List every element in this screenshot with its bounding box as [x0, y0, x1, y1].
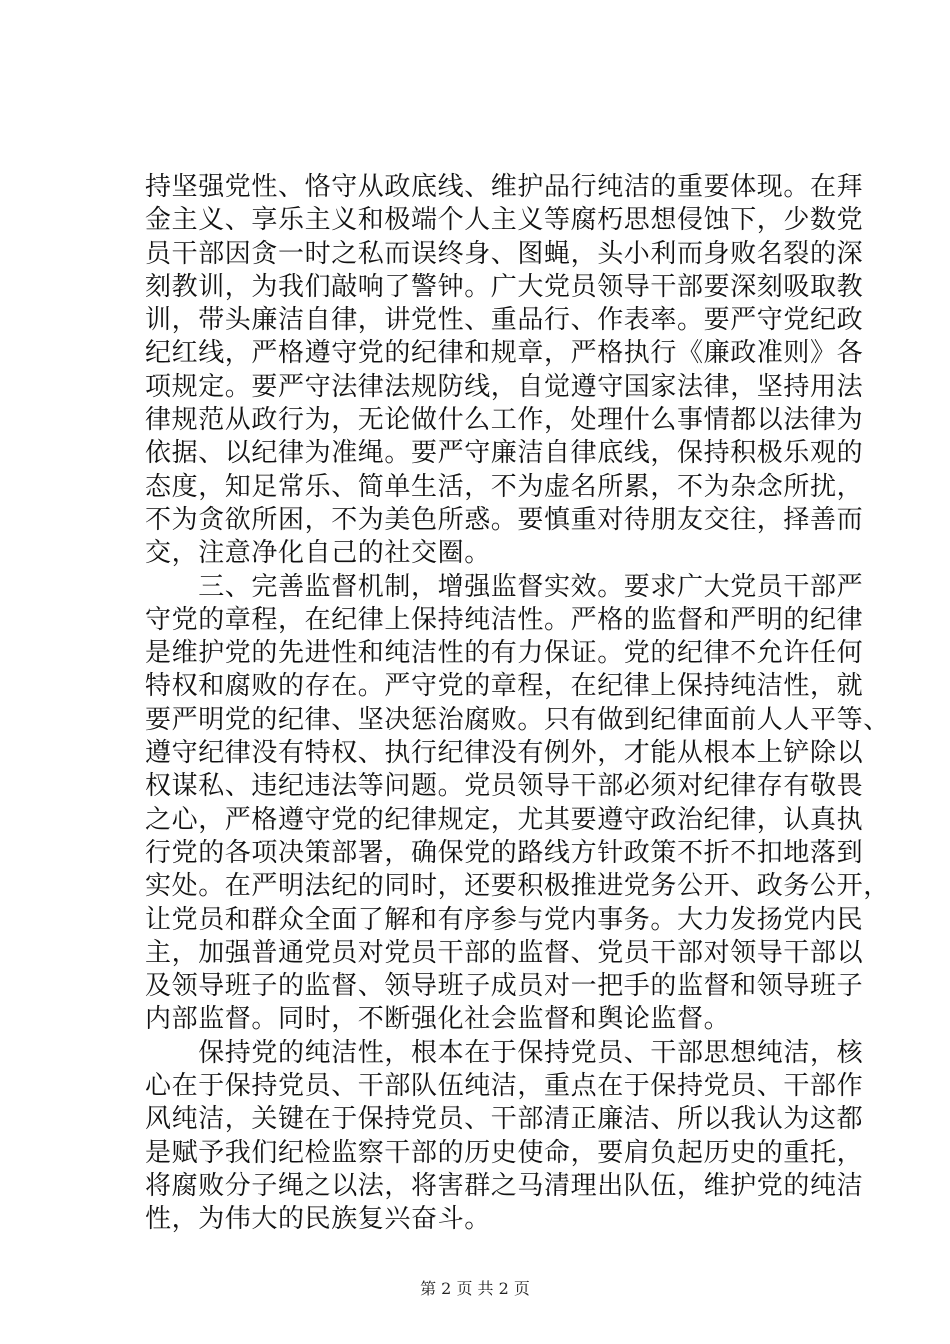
- text-line: 三、完善监督机制，增强监督实效。要求广大党员干部严: [145, 571, 864, 602]
- text-line: 行党的各项决策部署，确保党的路线方针政策不折不扣地落到: [145, 837, 864, 868]
- text-line: 遵守纪律没有特权、执行纪律没有例外，才能从根本上铲除以: [145, 738, 864, 769]
- text-line: 让党员和群众全面了解和有序参与党内事务。大力发扬党内民: [145, 904, 864, 935]
- text-line: 律规范从政行为，无论做什么工作，处理什么事情都以法律为: [145, 405, 864, 436]
- document-body: [145, 171, 890, 1237]
- text-line: 性，为伟大的民族复兴奋斗。: [145, 1204, 491, 1235]
- text-line: 训，带头廉洁自律，讲党性、重品行、作表率。要严守党纪政: [145, 305, 864, 336]
- text-line: 是维护党的先进性和纯洁性的有力保证。党的纪律不允许任何: [145, 638, 864, 669]
- text-line: 风纯洁，关键在于保持党员、干部清正廉洁、所以我认为这都: [145, 1104, 864, 1135]
- text-line: 特权和腐败的存在。严守党的章程，在纪律上保持纯洁性，就: [145, 671, 864, 702]
- text-line: 内部监督。同时，不断强化社会监督和舆论监督。: [145, 1004, 731, 1035]
- text-line: 交，注意净化自己的社交圈。: [145, 538, 491, 569]
- text-line: 保持党的纯洁性，根本在于保持党员、干部思想纯洁，核: [145, 1037, 864, 1068]
- page-number-footer: 第 2 页 共 2 页: [420, 1279, 530, 1298]
- text-line: 持坚强党性、恪守从政底线、维护品行纯洁的重要体现。在拜: [145, 172, 864, 202]
- text-line: 纪红线，严格遵守党的纪律和规章，严格执行《廉政准则》各: [145, 338, 864, 369]
- text-line: 要严明党的纪律、坚决惩治腐败。只有做到纪律面前人人平等、: [145, 704, 890, 735]
- text-line: 心在于保持党员、干部队伍纯洁，重点在于保持党员、干部作: [145, 1071, 864, 1102]
- text-line: 是赋予我们纪检监察干部的历史使命，要肩负起历史的重托，: [145, 1137, 864, 1168]
- text-line: 主，加强普通党员对党员干部的监督、党员干部对领导干部以: [145, 937, 864, 968]
- text-line: 及领导班子的监督、领导班子成员对一把手的监督和领导班子: [145, 971, 864, 1002]
- text-line: 之心，严格遵守党的纪律规定，尤其要遵守政治纪律，认真执: [145, 804, 864, 835]
- text-line: 项规定。要严守法律法规防线，自觉遵守国家法律，坚持用法: [145, 371, 864, 402]
- text-line: 态度，知足常乐、简单生活，不为虚名所累，不为杂念所扰，: [145, 471, 864, 502]
- text-line: 权谋私、违纪违法等问题。党员领导干部必须对纪律存有敬畏: [145, 771, 864, 802]
- text-line: 刻教训，为我们敲响了警钟。广大党员领导干部要深刻吸取教: [145, 271, 864, 302]
- text-line: 金主义、享乐主义和极端个人主义等腐朽思想侵蚀下，少数党: [145, 205, 864, 236]
- text-line: 守党的章程，在纪律上保持纯洁性。严格的监督和严明的纪律: [145, 604, 864, 635]
- text-line: 将腐败分子绳之以法，将害群之马清理出队伍，维护党的纯洁: [145, 1170, 864, 1201]
- text-line: 不为贪欲所困，不为美色所惑。要慎重对待朋友交往，择善而: [145, 504, 864, 535]
- text-line: 实处。在严明法纪的同时，还要积极推进党务公开、政务公开，: [145, 871, 890, 902]
- text-line: 员干部因贪一时之私而误终身、图蝇，头小利而身败名裂的深: [145, 238, 864, 269]
- text-line: 依据、以纪律为准绳。要严守廉洁自律底线，保持积极乐观的: [145, 438, 864, 469]
